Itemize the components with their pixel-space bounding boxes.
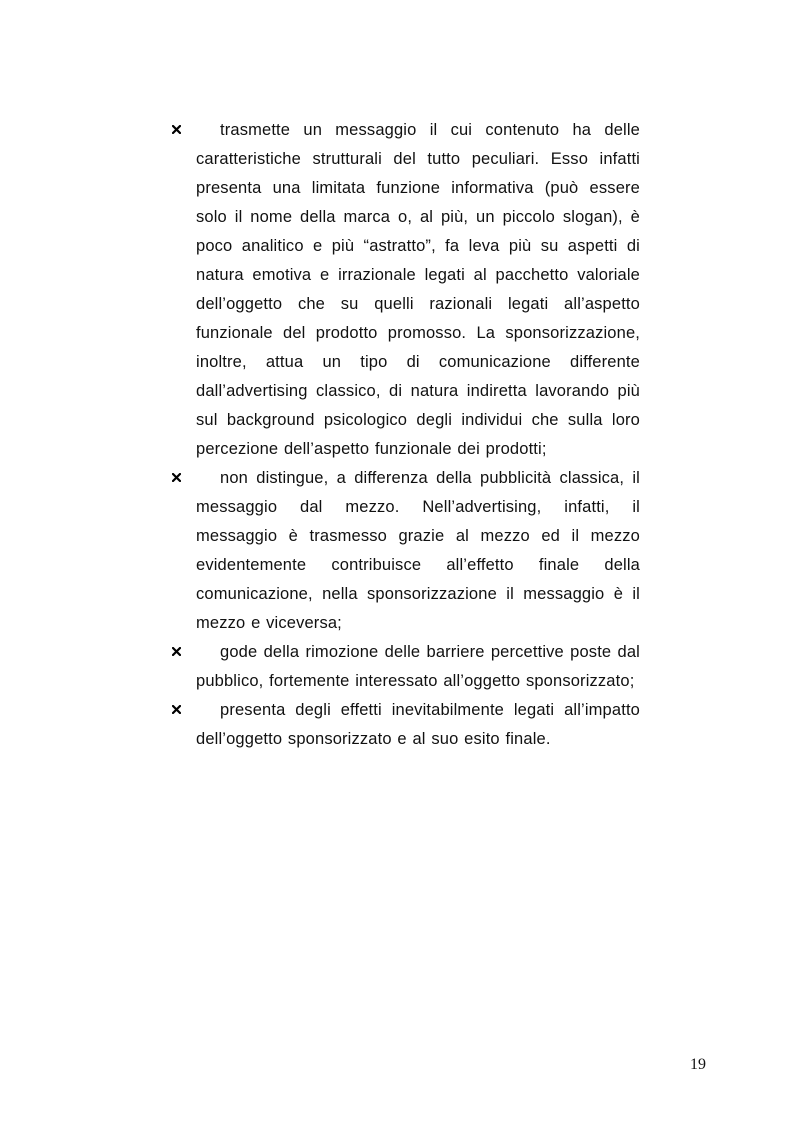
cross-mark-icon [172, 705, 182, 715]
cross-mark-icon [172, 125, 182, 135]
bullet-item-4 [172, 696, 640, 754]
bullet-list [172, 116, 640, 754]
bullet-item-1 [172, 116, 640, 464]
cross-mark-icon [172, 473, 182, 483]
bullet-item-2 [172, 464, 640, 638]
bullet-text: trasmette un messaggio il cui contenuto ha delle caratteristiche strutturali del tutto peculiari. Esso infatti presenta una limitata funzione informativa (può essere solo il nome della marca o, al più, un piccolo slogan), è poco analitico e più “astratto”, fa leva più su aspetti di natura emotiva e irrazionale legati al pacchetto valoriale dell’oggetto che su quelli razionali legati all’aspetto funzionale del prodotto promosso. La sponsorizzazione, inoltre, attua un tipo di comunicazione differente dall’advertising classico, di natura indiretta lavorando più sul background psicologico degli individui che sulla loro percezione dell’aspetto funzionale dei prodotti; [196, 121, 640, 458]
page-number: 19 [690, 1056, 706, 1073]
bullet-text: presenta degli effetti inevitabilmente legati all’impatto dell’oggetto sponsorizzato e al suo esito finale. [196, 701, 640, 748]
bullet-item-3 [172, 638, 640, 696]
bullet-text: gode della rimozione delle barriere percettive poste dal pubblico, fortemente interessato all’oggetto sponsorizzato; [196, 643, 640, 690]
cross-mark-icon [172, 647, 182, 657]
bullet-text: non distingue, a differenza della pubblicità classica, il messaggio dal mezzo. Nell’advertising, infatti, il messaggio è trasmesso grazie al mezzo ed il mezzo evidentemente contribuisce all’effetto finale della comunicazione, nella sponsorizzazione il messaggio è il mezzo e viceversa; [196, 469, 640, 632]
